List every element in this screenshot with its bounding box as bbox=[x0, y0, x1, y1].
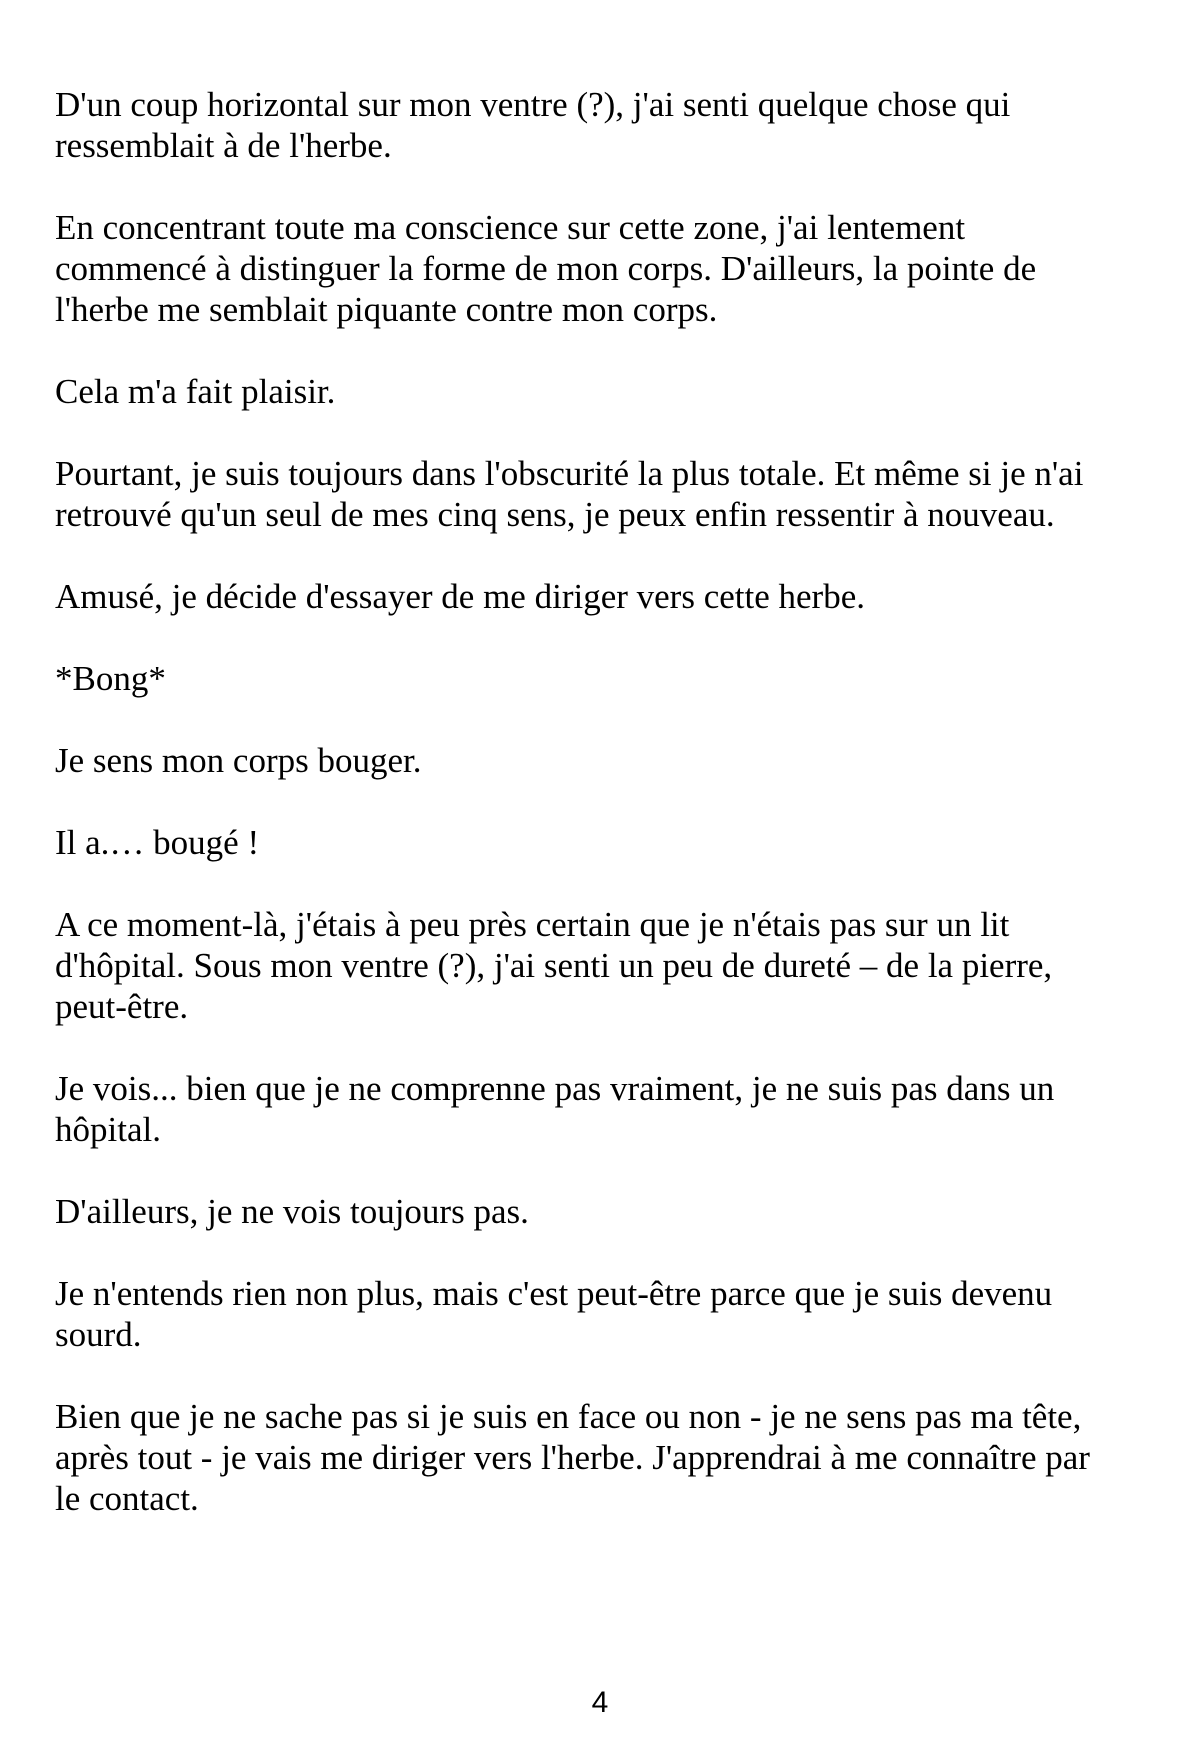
paragraph: En concentrant toute ma conscience sur cette zone, j'ai lentement commencé à distinguer la forme de mon corps. D'ailleurs, la pointe de l'herbe me semblait piquante contre mon corps. bbox=[55, 208, 1037, 329]
paragraph: Je sens mon corps bouger. bbox=[55, 741, 422, 780]
paragraph: A ce moment-là, j'étais à peu près certain que je n'étais pas sur un lit d'hôpital. Sous mon ventre (?), j'ai senti un peu de dureté – de la pierre, peut-être. bbox=[55, 905, 1053, 1026]
paragraph: Amusé, je décide d'essayer de me diriger vers cette herbe. bbox=[55, 577, 865, 616]
paragraph: D'ailleurs, je ne vois toujours pas. bbox=[55, 1192, 529, 1231]
page-number: 4 bbox=[591, 1686, 609, 1719]
paragraph: Il a.… bougé ! bbox=[55, 823, 260, 862]
page-body bbox=[55, 84, 1145, 1560]
paragraph: D'un coup horizontal sur mon ventre (?), j'ai senti quelque chose qui ressemblait à de l'herbe. bbox=[55, 85, 1011, 165]
paragraph: Je vois... bien que je ne comprenne pas vraiment, je ne suis pas dans un hôpital. bbox=[55, 1069, 1055, 1149]
paragraph: *Bong* bbox=[55, 659, 166, 698]
paragraph: Bien que je ne sache pas si je suis en face ou non - je ne sens pas ma tête, après tout - je vais me diriger vers l'herbe. J'apprendrai à me connaître par le contact. bbox=[55, 1397, 1090, 1518]
paragraph: Je n'entends rien non plus, mais c'est peut-être parce que je suis devenu sourd. bbox=[55, 1274, 1053, 1354]
paragraph: Cela m'a fait plaisir. bbox=[55, 372, 336, 411]
paragraph: Pourtant, je suis toujours dans l'obscurité la plus totale. Et même si je n'ai retrouvé qu'un seul de mes cinq sens, je peux enfin ressentir à nouveau. bbox=[55, 454, 1084, 534]
